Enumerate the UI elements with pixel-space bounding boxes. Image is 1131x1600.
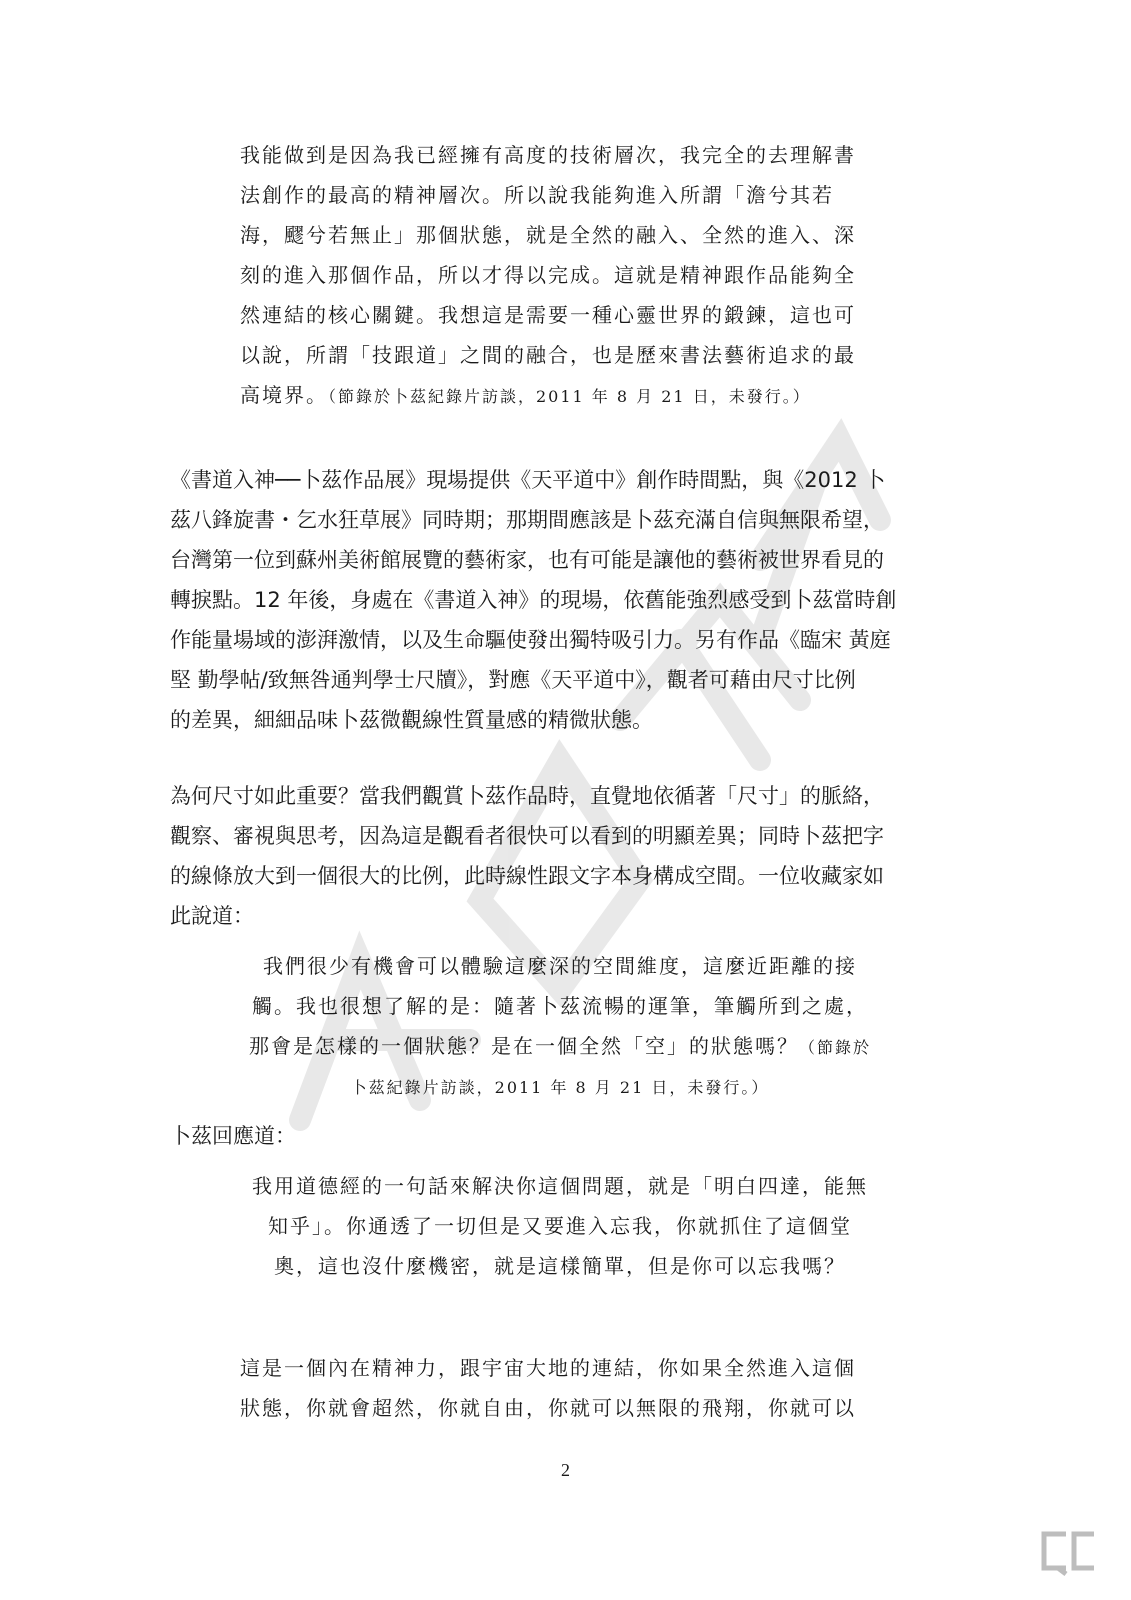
block-quote-3 (240, 1166, 880, 1286)
block-quote-2 (240, 946, 880, 1108)
paragraph-2 (170, 776, 960, 936)
quote-line: 狀態，你就會超然，你就自由，你就可以無限的飛翔，你就可以 (240, 1396, 856, 1420)
paragraph-line: 卜茲回應道： (170, 1124, 296, 1148)
paragraph-line: 《書道入神──卜茲作品展》現場提供《天平道中》創作時間點，與《2012 卜 (170, 468, 886, 492)
quote-line: 海，飂兮若無止」那個狀態，就是全然的融入、全然的進入、深 (240, 223, 856, 247)
block-quote-1 (240, 135, 880, 417)
paragraph-line: 的差異，細細品味卜茲微觀線性質量感的精微狀態。 (170, 708, 653, 732)
quote-line: 我用道德經的一句話來解決你這個問題，就是「明白四達，能無 (252, 1174, 868, 1198)
paragraph-line: 作能量場域的澎湃激情，以及生命驅使發出獨特吸引力。另有作品《臨宋 黃庭 (170, 628, 891, 652)
quote-line: 以說，所謂「技跟道」之間的融合，也是歷來書法藝術追求的最 (240, 343, 856, 367)
paragraph-line: 台灣第一位到蘇州美術館展覽的藝術家，也有可能是讓他的藝術被世界看見的 (170, 548, 884, 572)
paragraph-line: 茲八鋒旋書・乞水狂草展》同時期；那期間應該是卜茲充滿自信與無限希望， (170, 508, 884, 532)
quote-line: 這是一個內在精神力，跟宇宙大地的連結，你如果全然進入這個 (240, 1356, 856, 1380)
brand-logo-icon (1036, 1528, 1100, 1576)
page-number: 2 (561, 1460, 570, 1480)
quote-line: 然連結的核心關鍵。我想這是需要一種心靈世界的鍛鍊，這也可 (240, 303, 856, 327)
quote-line: 觸。我也很想了解的是：隨著卜茲流暢的運筆，筆觸所到之處， (252, 994, 868, 1018)
block-quote-4 (240, 1348, 880, 1428)
quote-line: 法創作的最高的精神層次。所以說我能夠進入所謂「澹兮其若 (240, 183, 834, 207)
quote-line: 我能做到是因為我已經擁有高度的技術層次，我完全的去理解書 (240, 143, 856, 167)
citation: 卜茲紀錄片訪談，2011 年 8 月 21 日，未發行。） (350, 1078, 770, 1097)
quote-text: 高境界。 (240, 383, 328, 407)
citation: （節錄於 (798, 1038, 871, 1057)
quote-line: 我們很少有機會可以體驗這麼深的空間維度，這麼近距離的接 (263, 954, 857, 978)
paragraph-line: 觀察、審視與思考，因為這是觀看者很快可以看到的明顯差異；同時卜茲把字 (170, 824, 884, 848)
paragraph-line: 為何尺寸如此重要？當我們觀賞卜茲作品時，直覺地依循著「尺寸」的脈絡， (170, 784, 884, 808)
quote-line-last (240, 375, 880, 417)
quote-line: 刻的進入那個作品，所以才得以完成。這就是精神跟作品能夠全 (240, 263, 856, 287)
paragraph-line: 轉捩點。12 年後，身處在《書道入神》的現場，依舊能強烈感受到卜茲當時創 (170, 588, 897, 612)
quote-line: 知乎」。你通透了一切但是又要進入忘我，你就抓住了這個堂 (268, 1214, 852, 1238)
paragraph-line: 的線條放大到一個很大的比例，此時線性跟文字本身構成空間。一位收藏家如 (170, 864, 884, 888)
paragraph-line: 此說道： (170, 904, 254, 928)
paragraph-1 (170, 460, 960, 740)
quote-text: 那會是怎樣的一個狀態？是在一個全然「空」的狀態嗎？ (248, 1034, 799, 1058)
paragraph-3 (170, 1116, 960, 1156)
quote-line: 奧，這也沒什麼機密，就是這樣簡單，但是你可以忘我嗎？ (274, 1254, 846, 1278)
quote-line (240, 1026, 880, 1068)
paragraph-line: 堅 勤學帖/致無咎通判學士尺牘》，對應《天平道中》，觀者可藉由尺寸比例 (170, 668, 856, 692)
citation: （節錄於卜茲紀錄片訪談，2011 年 8 月 21 日，未發行。） (328, 387, 811, 406)
